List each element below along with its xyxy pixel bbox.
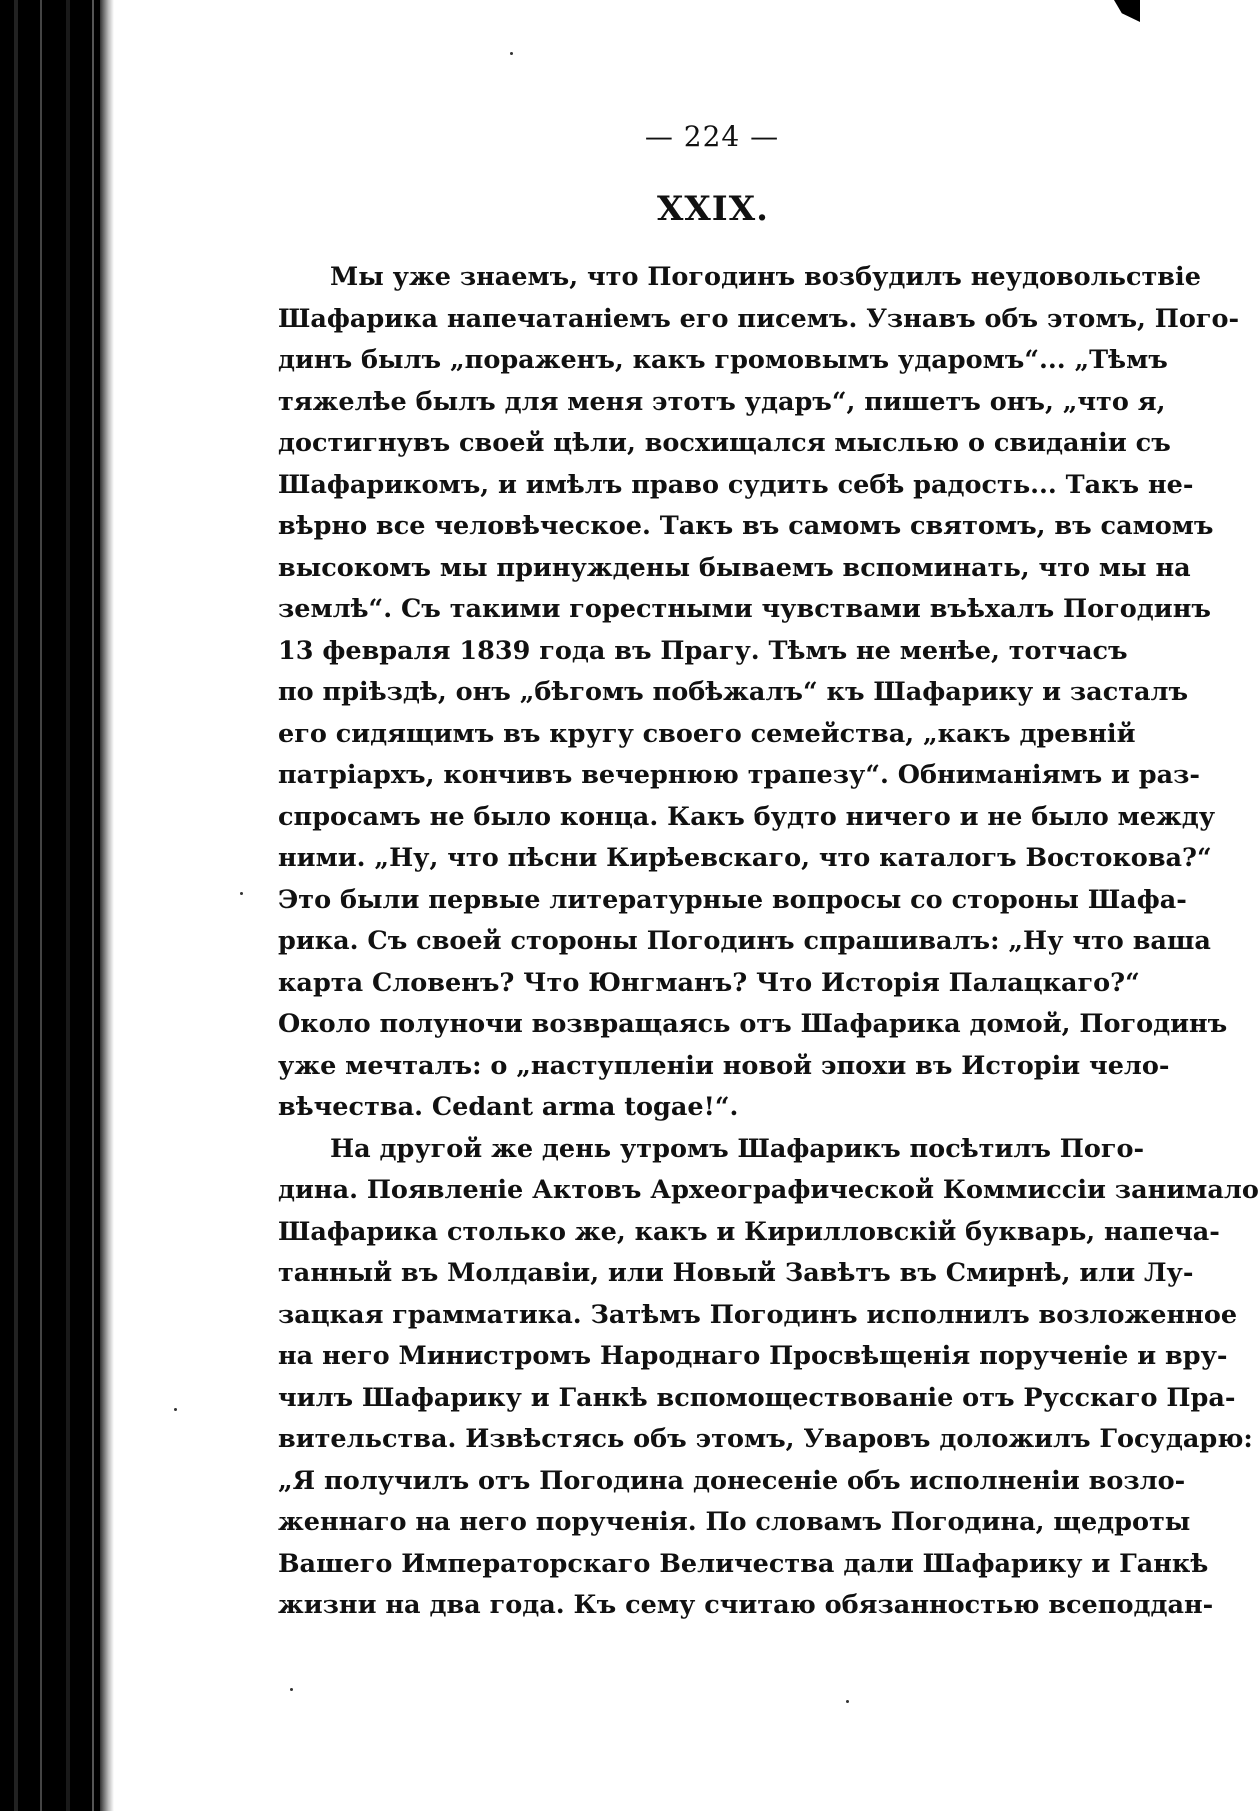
text-line: вительства. Извѣстясь объ этомъ, Уваровъ доложилъ Государю: — [278, 1424, 1253, 1454]
text-line: дина. Появленіе Актовъ Археографической Коммиссіи занимало — [278, 1175, 1259, 1205]
text-line: Мы уже знаемъ, что Погодинъ возбудилъ неудовольствіе — [330, 262, 1201, 292]
text-line: Около полуночи возвращаясь отъ Шафарика домой, Погодинъ — [278, 1009, 1228, 1039]
text-line: Это были первые литературные вопросы со стороны Шафа- — [278, 884, 1187, 915]
text-line: на него Министромъ Народнаго Просвѣщенія порученіе и вру- — [278, 1341, 1228, 1371]
text-line: Шафарика напечатаніемъ его писемъ. Узнавъ объ этомъ, Пого- — [278, 303, 1240, 334]
text-line: вѣрно все человѣческое. Такъ въ самомъ святомъ, въ самомъ — [278, 511, 1214, 541]
text-line: патріархъ, кончивъ вечернюю трапезу“. Обниманіямъ и раз- — [278, 760, 1201, 790]
text-line: ними. „Ну, что пѣсни Кирѣевскаго, что каталогъ Востокова?“ — [278, 843, 1212, 873]
text-line: Шафарикомъ, и имѣлъ право судить себѣ радость... Такъ не- — [278, 469, 1194, 500]
page-content — [278, 120, 1259, 1627]
corner-scan-mark — [1114, 0, 1140, 22]
text-line: чилъ Шафарику и Ганкѣ вспомоществованіе отъ Русскаго Пра- — [278, 1382, 1236, 1413]
text-line: зацкая грамматика. Затѣмъ Погодинъ исполнилъ возложенное — [278, 1299, 1238, 1330]
paragraph-1 — [278, 257, 1240, 1129]
text-line: спросамъ не было конца. Какъ будто ничего и не было между — [278, 801, 1216, 832]
text-line: тяжелѣе былъ для меня этотъ ударъ“, пишетъ онъ, „что я, — [278, 386, 1166, 417]
text-line: его сидящимъ въ кругу своего семейства, „какъ древній — [278, 718, 1136, 749]
text-line: Вашего Императорскаго Величества дали Шафарику и Ганкѣ — [278, 1548, 1209, 1579]
text-line: рика. Съ своей стороны Погодинъ спрашивалъ: „Ну что ваша — [278, 926, 1211, 956]
text-line: достигнувъ своей цѣли, восхищался мыслью о свиданіи съ — [278, 428, 1171, 458]
text-line: уже мечталъ: о „наступленіи новой эпохи въ Исторіи чело- — [278, 1050, 1170, 1081]
book-binding-edge — [0, 0, 112, 1811]
dust-speck — [290, 1688, 293, 1691]
text-line: динъ былъ „пораженъ, какъ громовымъ ударомъ“... „Тѣмъ — [278, 345, 1168, 375]
dust-speck — [174, 1408, 177, 1411]
text-line: по пріѣздѣ, онъ „бѣгомъ побѣжалъ“ къ Шафарику и засталъ — [278, 677, 1189, 707]
text-line: высокомъ мы принуждены бываемъ вспоминать, что мы на — [278, 552, 1191, 583]
text-line: 13 февраля 1839 года въ Прагу. Тѣмъ не менѣе, тотчасъ — [278, 635, 1128, 666]
dust-speck — [240, 892, 243, 895]
text-line: карта Словенъ? Что Юнгманъ? Что Исторія Палацкаго?“ — [278, 967, 1140, 998]
text-line: танный въ Молдавіи, или Новый Завѣтъ въ Смирнѣ, или Лу- — [278, 1258, 1194, 1288]
text-line: жизни на два года. Къ сему считаю обязанностью всеподдан- — [278, 1590, 1214, 1620]
dust-speck — [846, 1700, 849, 1703]
text-line: женнаго на него порученія. По словамъ Погодина, щедроты — [278, 1507, 1191, 1537]
page-number: — 224 — — [644, 120, 780, 153]
text-line: вѣчества. Cedant arma togae!“. — [278, 1092, 739, 1122]
chapter-heading: XXIX. — [657, 189, 769, 229]
paragraph-2 — [278, 1129, 1259, 1627]
text-line: На другой же день утромъ Шафарикъ посѣтилъ Пого- — [330, 1133, 1145, 1164]
dust-speck — [510, 52, 513, 55]
text-line: „Я получилъ отъ Погодина донесеніе объ исполненіи возло- — [278, 1465, 1186, 1496]
text-line: землѣ“. Съ такими горестными чувствами въѣхалъ Погодинъ — [278, 594, 1211, 624]
binding-shadow — [100, 0, 114, 1811]
text-line: Шафарика столько же, какъ и Кирилловскій букварь, напеча- — [278, 1216, 1220, 1247]
